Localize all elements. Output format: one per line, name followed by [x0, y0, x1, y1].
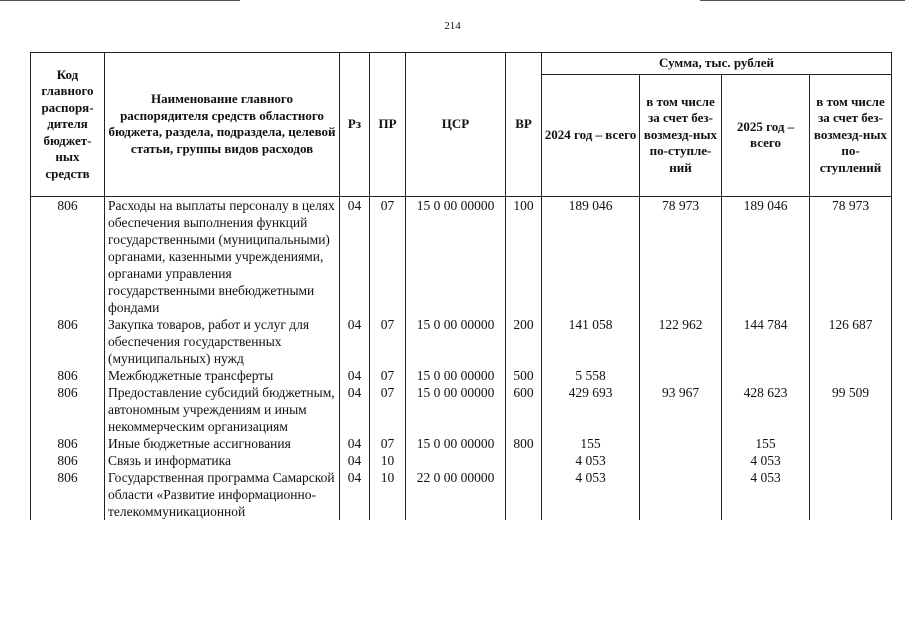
- cell-code: 806: [31, 469, 105, 520]
- header-code: Код главного распоря-дителя бюджет-ных средств: [31, 53, 105, 197]
- table-row: [31, 384, 892, 435]
- header-2025-total: 2025 год – всего: [722, 74, 810, 196]
- cell-2025-total: 155: [722, 435, 810, 452]
- cell-csr: [406, 452, 506, 469]
- top-border-line: [0, 0, 240, 1]
- cell-2025-total: 144 784: [722, 316, 810, 367]
- cell-2024-grants: 78 973: [640, 196, 722, 316]
- cell-rz: 04: [340, 316, 370, 367]
- cell-pr: 07: [370, 384, 406, 435]
- cell-pr: 07: [370, 367, 406, 384]
- cell-name: Закупка товаров, работ и услуг для обеспечения государственных (муниципальных) нужд: [105, 316, 340, 367]
- table-row: [31, 367, 892, 384]
- cell-vr: 100: [506, 196, 542, 316]
- cell-2025-total: 428 623: [722, 384, 810, 435]
- cell-code: 806: [31, 367, 105, 384]
- header-2025-grants: в том числе за счет без-возмезд-ных по-ступлений: [810, 74, 892, 196]
- cell-rz: 04: [340, 469, 370, 520]
- header-2024-total: 2024 год – всего: [542, 74, 640, 196]
- cell-vr: 800: [506, 435, 542, 452]
- page-number: 214: [444, 20, 461, 32]
- cell-2024-grants: [640, 367, 722, 384]
- top-border-line-right: [700, 0, 905, 1]
- header-pr: ПР: [370, 53, 406, 197]
- cell-vr: 500: [506, 367, 542, 384]
- cell-2024-grants: [640, 469, 722, 520]
- cell-2024-total: 189 046: [542, 196, 640, 316]
- cell-rz: 04: [340, 367, 370, 384]
- cell-2024-grants: 93 967: [640, 384, 722, 435]
- cell-2025-total: [722, 367, 810, 384]
- cell-csr: 22 0 00 00000: [406, 469, 506, 520]
- cell-name: Межбюджетные трансферты: [105, 367, 340, 384]
- cell-name: Связь и информатика: [105, 452, 340, 469]
- cell-csr: 15 0 00 00000: [406, 316, 506, 367]
- cell-name: Предоставление субсидий бюджетным, автономным учреждениям и иным некоммерческим организациям: [105, 384, 340, 435]
- cell-2025-grants: 126 687: [810, 316, 892, 367]
- cell-code: 806: [31, 435, 105, 452]
- cell-2025-total: 4 053: [722, 469, 810, 520]
- cell-2024-total: 5 558: [542, 367, 640, 384]
- cell-csr: 15 0 00 00000: [406, 384, 506, 435]
- cell-code: 806: [31, 316, 105, 367]
- cell-2024-total: 4 053: [542, 452, 640, 469]
- cell-rz: 04: [340, 452, 370, 469]
- cell-2025-grants: [810, 367, 892, 384]
- cell-rz: 04: [340, 435, 370, 452]
- cell-2025-total: 4 053: [722, 452, 810, 469]
- header-vr: ВР: [506, 53, 542, 197]
- cell-code: 806: [31, 196, 105, 316]
- cell-2025-grants: [810, 469, 892, 520]
- cell-pr: 10: [370, 469, 406, 520]
- cell-2024-total: 155: [542, 435, 640, 452]
- table-row: [31, 452, 892, 469]
- cell-pr: 10: [370, 452, 406, 469]
- cell-2024-total: 4 053: [542, 469, 640, 520]
- cell-2024-grants: 122 962: [640, 316, 722, 367]
- cell-2024-grants: [640, 435, 722, 452]
- header-csr: ЦСР: [406, 53, 506, 197]
- cell-2025-grants: 78 973: [810, 196, 892, 316]
- table-row: [31, 316, 892, 367]
- cell-2025-grants: [810, 452, 892, 469]
- cell-2025-total: 189 046: [722, 196, 810, 316]
- table-row: [31, 435, 892, 452]
- budget-table: [30, 52, 892, 520]
- cell-csr: 15 0 00 00000: [406, 367, 506, 384]
- header-sum-group: Сумма, тыс. рублей: [542, 53, 892, 75]
- cell-2024-total: 141 058: [542, 316, 640, 367]
- cell-pr: 07: [370, 435, 406, 452]
- cell-code: 806: [31, 384, 105, 435]
- table-row: [31, 469, 892, 520]
- cell-vr: [506, 452, 542, 469]
- cell-pr: 07: [370, 196, 406, 316]
- cell-name: Государственная программа Самарской области «Развитие информационно-телекоммуникационной: [105, 469, 340, 520]
- cell-vr: 200: [506, 316, 542, 367]
- cell-2025-grants: 99 509: [810, 384, 892, 435]
- header-name: Наименование главного распорядителя средств областного бюджета, раздела, подраздела, целевой статьи, группы видов расходов: [105, 53, 340, 197]
- table-row: [31, 196, 892, 316]
- cell-name: Иные бюджетные ассигнования: [105, 435, 340, 452]
- cell-rz: 04: [340, 196, 370, 316]
- cell-csr: 15 0 00 00000: [406, 435, 506, 452]
- header-2024-grants: в том числе за счет без-возмезд-ных по-ступле-ний: [640, 74, 722, 196]
- cell-2024-grants: [640, 452, 722, 469]
- cell-vr: [506, 469, 542, 520]
- cell-name: Расходы на выплаты персоналу в целях обеспечения выполнения функций государственными (муниципальными) органами, казенными учреждениями, органами управления государственными внебюджетными фондами: [105, 196, 340, 316]
- header-rz: Рз: [340, 53, 370, 197]
- cell-rz: 04: [340, 384, 370, 435]
- cell-vr: 600: [506, 384, 542, 435]
- cell-2025-grants: [810, 435, 892, 452]
- cell-pr: 07: [370, 316, 406, 367]
- cell-code: 806: [31, 452, 105, 469]
- cell-csr: 15 0 00 00000: [406, 196, 506, 316]
- cell-2024-total: 429 693: [542, 384, 640, 435]
